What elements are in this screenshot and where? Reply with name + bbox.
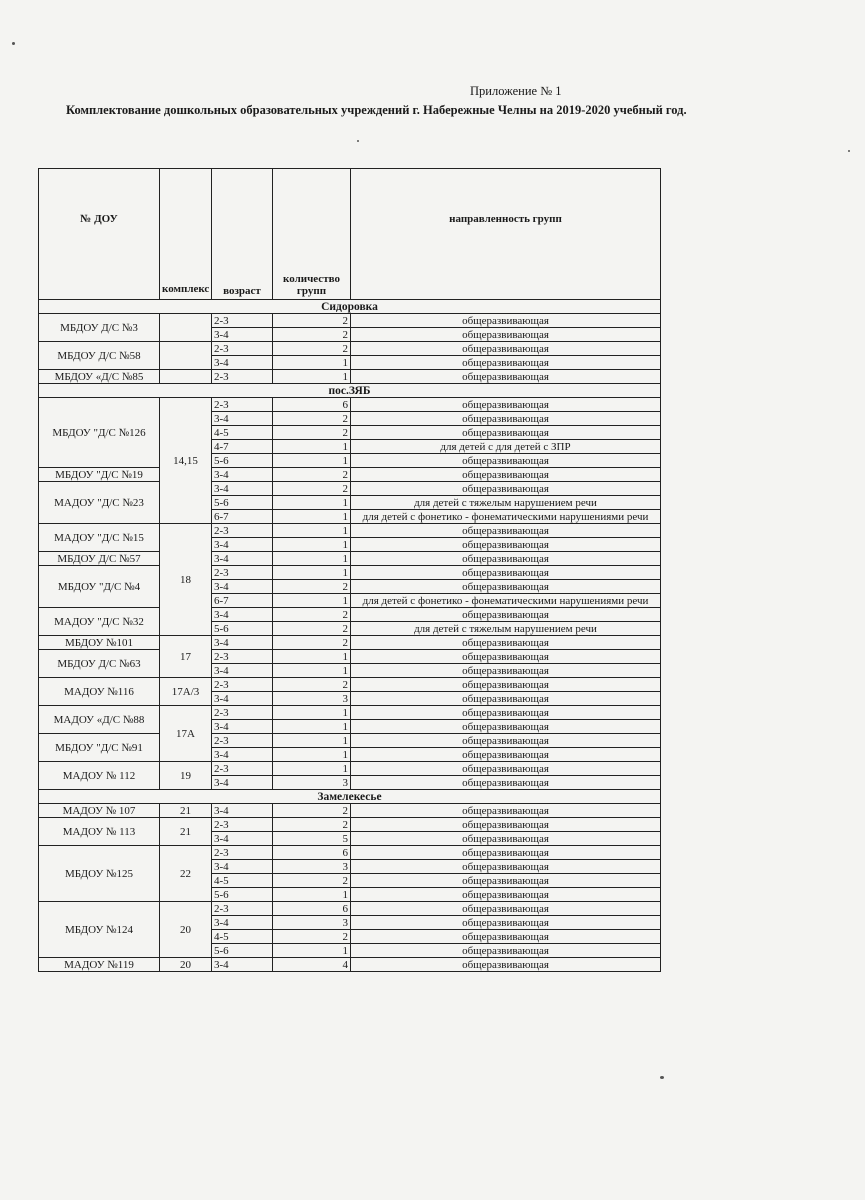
age-cell: 3-4 [212,636,273,650]
direction-cell: общеразвивающая [351,888,661,902]
direction-cell: общеразвивающая [351,636,661,650]
group-count-cell: 2 [273,608,351,622]
institution-name: МБДОУ Д/С №57 [39,552,160,566]
age-cell: 3-4 [212,538,273,552]
group-count-cell: 1 [273,944,351,958]
direction-cell: общеразвивающая [351,650,661,664]
group-count-cell: 2 [273,636,351,650]
institution-name: МБДОУ "Д/С №126 [39,398,160,468]
institution-name: МБДОУ №101 [39,636,160,650]
age-cell: 2-3 [212,734,273,748]
institution-name: МАДОУ №119 [39,958,160,972]
section-row [39,384,661,398]
group-count-cell: 2 [273,468,351,482]
group-count-cell: 1 [273,454,351,468]
direction-cell: общеразвивающая [351,664,661,678]
table-row [39,762,661,776]
group-count-cell: 1 [273,510,351,524]
group-count-cell: 1 [273,720,351,734]
age-cell: 2-3 [212,902,273,916]
group-count-cell: 2 [273,314,351,328]
complex-cell [160,342,212,370]
age-cell: 2-3 [212,678,273,692]
direction-cell: общеразвивающая [351,314,661,328]
direction-cell: для детей с тяжелым нарушением речи [351,496,661,510]
group-count-cell: 1 [273,524,351,538]
direction-cell: общеразвивающая [351,818,661,832]
table-row [39,608,661,622]
direction-cell: общеразвивающая [351,734,661,748]
direction-cell: общеразвивающая [351,930,661,944]
direction-cell: общеразвивающая [351,468,661,482]
age-cell: 3-4 [212,776,273,790]
complex-cell [160,370,212,384]
table-row [39,734,661,748]
institution-name: МБДОУ №125 [39,846,160,902]
group-count-cell: 2 [273,412,351,426]
age-cell: 3-4 [212,958,273,972]
complex-cell: 17 [160,636,212,678]
direction-cell: общеразвивающая [351,398,661,412]
direction-cell: общеразвивающая [351,720,661,734]
table-row [39,524,661,538]
institution-name: МБДОУ "Д/С №91 [39,734,160,762]
section-name: Замелекесье [39,790,661,804]
age-cell: 3-4 [212,608,273,622]
table-row [39,482,661,496]
direction-cell: общеразвивающая [351,846,661,860]
institution-name: МАДОУ № 107 [39,804,160,818]
age-cell: 3-4 [212,748,273,762]
complex-cell: 18 [160,524,212,636]
complex-cell: 21 [160,818,212,846]
group-count-cell: 1 [273,440,351,454]
direction-cell: общеразвивающая [351,356,661,370]
direction-cell: общеразвивающая [351,916,661,930]
section-name: пос.ЗЯБ [39,384,661,398]
header-age: возраст [212,169,273,300]
direction-cell: для детей с фонетико - фонематическими нарушениями речи [351,510,661,524]
group-count-cell: 3 [273,860,351,874]
direction-cell: общеразвивающая [351,580,661,594]
complex-cell: 17А/3 [160,678,212,706]
table-row [39,636,661,650]
age-cell: 3-4 [212,832,273,846]
age-cell: 6-7 [212,594,273,608]
institution-name: МАДОУ «Д/С №88 [39,706,160,734]
group-count-cell: 2 [273,482,351,496]
direction-cell: общеразвивающая [351,412,661,426]
group-count-cell: 3 [273,776,351,790]
age-cell: 2-3 [212,370,273,384]
table-row [39,314,661,328]
age-cell: 4-5 [212,874,273,888]
age-cell: 3-4 [212,482,273,496]
direction-cell: общеразвивающая [351,328,661,342]
table-header-row [39,169,661,300]
direction-cell: общеразвивающая [351,482,661,496]
section-name: Сидоровка [39,300,661,314]
age-cell: 4-5 [212,426,273,440]
direction-cell: общеразвивающая [351,762,661,776]
direction-cell: общеразвивающая [351,804,661,818]
appendix-label: Приложение № 1 [470,84,562,98]
direction-cell: общеразвивающая [351,524,661,538]
scan-speck [357,140,359,142]
age-cell: 5-6 [212,454,273,468]
group-count-cell: 2 [273,580,351,594]
institution-name: МАДОУ "Д/С №32 [39,608,160,636]
direction-cell: общеразвивающая [351,566,661,580]
age-cell: 3-4 [212,720,273,734]
group-count-cell: 6 [273,902,351,916]
direction-cell: общеразвивающая [351,958,661,972]
age-cell: 5-6 [212,496,273,510]
enrollment-table [38,168,661,972]
age-cell: 3-4 [212,468,273,482]
section-row [39,300,661,314]
age-cell: 2-3 [212,398,273,412]
age-cell: 3-4 [212,412,273,426]
direction-cell: общеразвивающая [351,608,661,622]
institution-name: МБДОУ "Д/С №19 [39,468,160,482]
age-cell: 5-6 [212,944,273,958]
group-count-cell: 1 [273,356,351,370]
age-cell: 3-4 [212,552,273,566]
table-row [39,818,661,832]
age-cell: 3-4 [212,664,273,678]
table-row [39,958,661,972]
table-row [39,846,661,860]
direction-cell: общеразвивающая [351,426,661,440]
group-count-cell: 2 [273,678,351,692]
age-cell: 4-7 [212,440,273,454]
direction-cell: общеразвивающая [351,776,661,790]
direction-cell: общеразвивающая [351,944,661,958]
table-row [39,678,661,692]
institution-name: МБДОУ Д/С №58 [39,342,160,370]
direction-cell: общеразвивающая [351,748,661,762]
group-count-cell: 1 [273,734,351,748]
institution-name: МАДОУ № 113 [39,818,160,846]
group-count-cell: 1 [273,552,351,566]
header-count: количество групп [273,169,351,300]
direction-cell: общеразвивающая [351,552,661,566]
group-count-cell: 2 [273,874,351,888]
group-count-cell: 1 [273,370,351,384]
direction-cell: общеразвивающая [351,874,661,888]
group-count-cell: 2 [273,804,351,818]
age-cell: 5-6 [212,888,273,902]
direction-cell: общеразвивающая [351,370,661,384]
age-cell: 3-4 [212,692,273,706]
direction-cell: общеразвивающая [351,538,661,552]
age-cell: 2-3 [212,314,273,328]
table-row [39,566,661,580]
age-cell: 2-3 [212,342,273,356]
age-cell: 2-3 [212,650,273,664]
table-row [39,370,661,384]
header-dou: № ДОУ [39,169,160,300]
age-cell: 2-3 [212,818,273,832]
group-count-cell: 1 [273,762,351,776]
complex-cell [160,314,212,342]
table-row [39,706,661,720]
complex-cell: 19 [160,762,212,790]
group-count-cell: 6 [273,398,351,412]
complex-cell: 22 [160,846,212,902]
age-cell: 2-3 [212,566,273,580]
direction-cell: общеразвивающая [351,706,661,720]
header-complex: комплекс [160,169,212,300]
direction-cell: общеразвивающая [351,902,661,916]
institution-name: МАДОУ №116 [39,678,160,706]
age-cell: 6-7 [212,510,273,524]
institution-name: МБДОУ «Д/С №85 [39,370,160,384]
table-row [39,468,661,482]
group-count-cell: 3 [273,916,351,930]
table-row [39,398,661,412]
group-count-cell: 2 [273,342,351,356]
age-cell: 2-3 [212,762,273,776]
direction-cell: общеразвивающая [351,678,661,692]
table-row [39,650,661,664]
scan-speck [848,150,850,152]
direction-cell: для детей с тяжелым нарушением речи [351,622,661,636]
age-cell: 2-3 [212,706,273,720]
age-cell: 3-4 [212,580,273,594]
group-count-cell: 1 [273,594,351,608]
complex-cell: 20 [160,958,212,972]
table-row [39,552,661,566]
age-cell: 4-5 [212,930,273,944]
age-cell: 3-4 [212,916,273,930]
group-count-cell: 1 [273,664,351,678]
group-count-cell: 1 [273,706,351,720]
age-cell: 5-6 [212,622,273,636]
table-row [39,902,661,916]
group-count-cell: 2 [273,930,351,944]
age-cell: 3-4 [212,804,273,818]
institution-name: МАДОУ "Д/С №23 [39,482,160,524]
section-row [39,790,661,804]
institution-name: МАДОУ № 112 [39,762,160,790]
complex-cell: 20 [160,902,212,958]
group-count-cell: 1 [273,650,351,664]
direction-cell: общеразвивающая [351,692,661,706]
direction-cell: для детей с фонетико - фонематическими нарушениями речи [351,594,661,608]
institution-name: МАДОУ "Д/С №15 [39,524,160,552]
direction-cell: общеразвивающая [351,832,661,846]
age-cell: 2-3 [212,524,273,538]
institution-name: МБДОУ Д/С №3 [39,314,160,342]
age-cell: 3-4 [212,356,273,370]
institution-name: МБДОУ №124 [39,902,160,958]
group-count-cell: 3 [273,692,351,706]
direction-cell: общеразвивающая [351,454,661,468]
age-cell: 2-3 [212,846,273,860]
complex-cell: 17А [160,706,212,762]
group-count-cell: 5 [273,832,351,846]
header-direction: направленность групп [351,169,661,300]
institution-name: МБДОУ Д/С №63 [39,650,160,678]
group-count-cell: 4 [273,958,351,972]
age-cell: 3-4 [212,860,273,874]
age-cell: 3-4 [212,328,273,342]
group-count-cell: 2 [273,426,351,440]
table-row [39,804,661,818]
complex-cell: 14,15 [160,398,212,524]
group-count-cell: 1 [273,538,351,552]
group-count-cell: 6 [273,846,351,860]
group-count-cell: 1 [273,496,351,510]
group-count-cell: 2 [273,328,351,342]
group-count-cell: 1 [273,566,351,580]
institution-name: МБДОУ "Д/С №4 [39,566,160,608]
group-count-cell: 1 [273,748,351,762]
direction-cell: общеразвивающая [351,342,661,356]
group-count-cell: 1 [273,888,351,902]
scan-speck [12,42,15,45]
document-title: Комплектование дошкольных образовательных учреждений г. Набережные Челны на 2019-2020 учебный год. [66,103,687,117]
direction-cell: для детей с для детей с ЗПР [351,440,661,454]
direction-cell: общеразвивающая [351,860,661,874]
group-count-cell: 2 [273,818,351,832]
scan-speck [660,1076,664,1079]
table-row [39,342,661,356]
complex-cell: 21 [160,804,212,818]
group-count-cell: 2 [273,622,351,636]
